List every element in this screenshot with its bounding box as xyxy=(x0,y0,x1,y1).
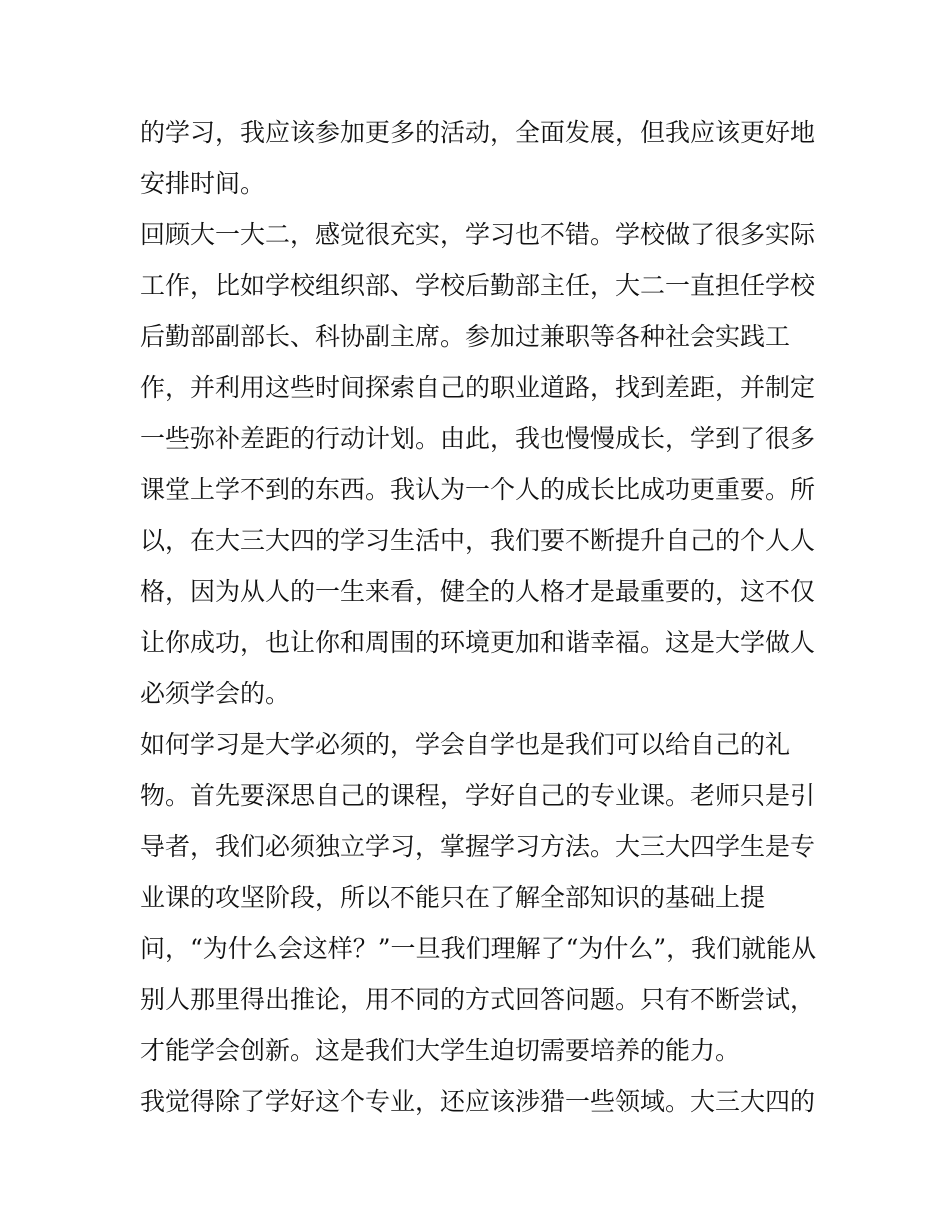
text-line: 业课的攻坚阶段，所以不能只在了解全部知识的基础上提 xyxy=(140,883,766,912)
text-line: 问，“为什么会这样？”一旦我们理解了“为什么”，我们就能从 xyxy=(140,934,817,963)
text-line: 必须学会的。 xyxy=(140,679,291,708)
text-line: 后勤部副部长、科协副主席。参加过兼职等各种社会实践工 xyxy=(140,322,791,351)
text-line: 回顾大一大二，感觉很充实，学习也不错。学校做了很多实际 xyxy=(140,220,816,249)
text-line: 一些弥补差距的行动计划。由此，我也慢慢成长，学到了很多 xyxy=(140,424,816,453)
text-line: 物。首先要深思自己的课程，学好自己的专业课。老师只是引 xyxy=(140,781,816,810)
text-line: 我觉得除了学好这个专业，还应该涉猎一些领域。大三大四的 xyxy=(140,1087,816,1116)
text-line: 以，在大三大四的学习生活中，我们要不断提升自己的个人人 xyxy=(140,526,816,555)
text-line: 课堂上学不到的东西。我认为一个人的成长比成功更重要。所 xyxy=(140,475,816,504)
text-line: 才能学会创新。这是我们大学生迫切需要培养的能力。 xyxy=(140,1036,741,1065)
text-line: 格，因为从人的一生来看，健全的人格才是最重要的，这不仅 xyxy=(140,577,816,606)
text-line: 导者，我们必须独立学习，掌握学习方法。大三大四学生是专 xyxy=(140,832,816,861)
text-line: 工作，比如学校组织部、学校后勤部主任，大二一直担任学校 xyxy=(140,271,816,300)
text-line: 如何学习是大学必须的，学会自学也是我们可以给自己的礼 xyxy=(140,730,791,759)
text-line: 让你成功，也让你和周围的环境更加和谐幸福。这是大学做人 xyxy=(140,628,816,657)
text-line: 作，并利用这些时间探索自己的职业道路，找到差距，并制定 xyxy=(140,373,816,402)
text-line: 安排时间。 xyxy=(140,169,266,198)
body-text xyxy=(140,107,820,1127)
text-line: 的学习，我应该参加更多的活动，全面发展，但我应该更好地 xyxy=(140,118,816,147)
text-line: 别人那里得出推论，用不同的方式回答问题。只有不断尝试， xyxy=(140,985,816,1014)
